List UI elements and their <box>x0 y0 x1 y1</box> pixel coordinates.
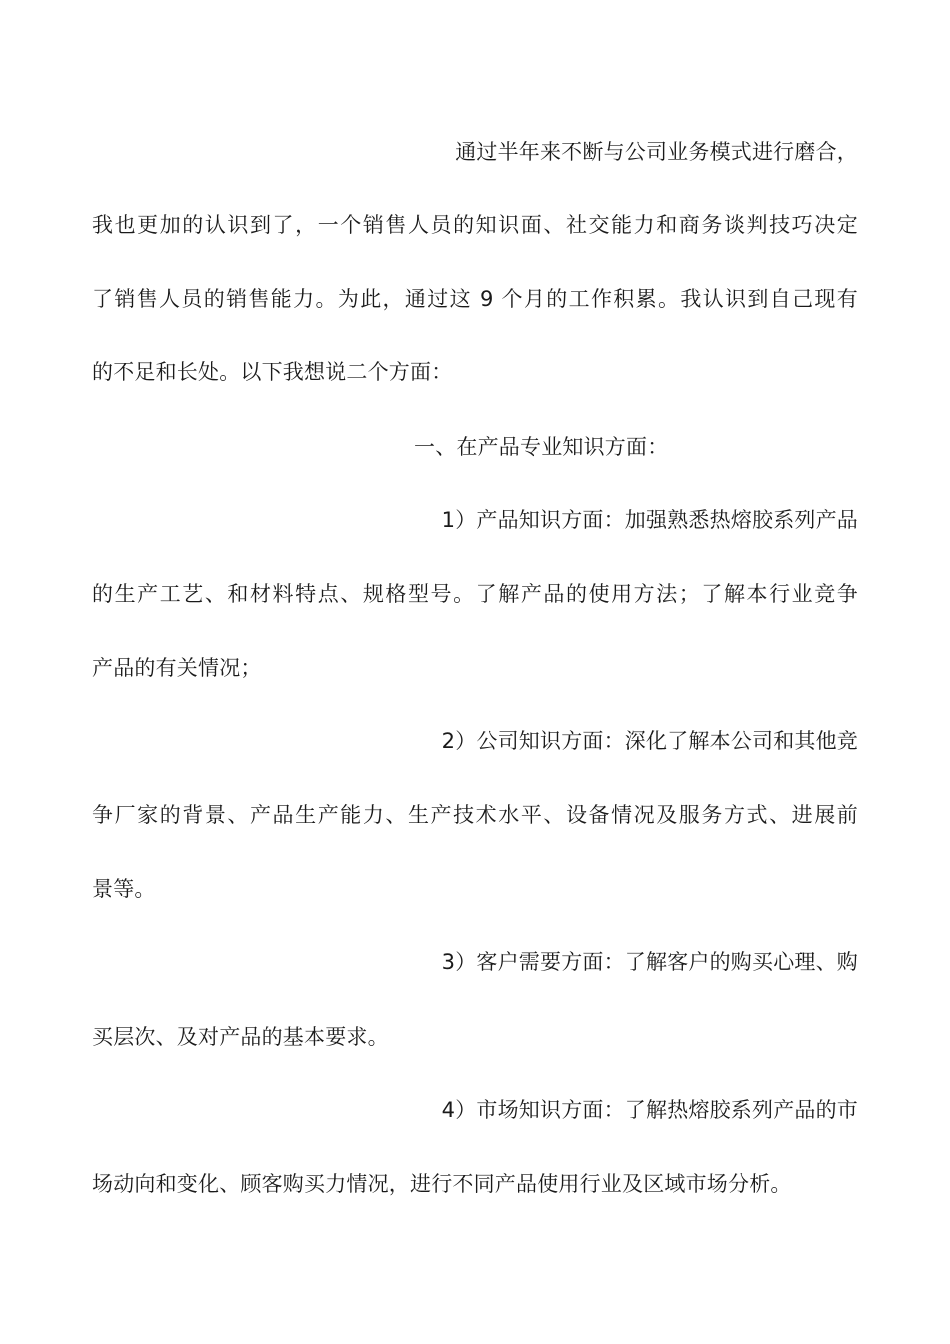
paragraph-line: 产品的有关情况； <box>92 656 262 680</box>
paragraph-line: 通过半年来不断与公司业务模式进行磨合， <box>455 140 858 164</box>
paragraph-line: 我也更加的认识到了，一个销售人员的知识面、社交能力和商务谈判技巧决定 <box>92 213 858 237</box>
paragraph-line: 了销售人员的销售能力。为此，通过这 9 个月的工作积累。我认识到自己现有 <box>92 287 858 311</box>
list-item-4: 4）市场知识方面：了解热熔胶系列产品的市 <box>441 1098 858 1122</box>
paragraph-line: 争厂家的背景、产品生产能力、生产技术水平、设备情况及服务方式、进展前 <box>92 803 858 827</box>
list-item-3: 3）客户需要方面：了解客户的购买心理、购 <box>441 950 858 974</box>
list-item-1: 1）产品知识方面：加强熟悉热熔胶系列产品 <box>441 508 858 532</box>
section-heading: 一、在产品专业知识方面： <box>414 435 669 459</box>
paragraph-line: 买层次、及对产品的基本要求。 <box>92 1025 389 1049</box>
paragraph-line: 的生产工艺、和材料特点、规格型号。了解产品的使用方法；了解本行业竞争 <box>92 582 858 606</box>
paragraph-line: 景等。 <box>92 877 156 901</box>
paragraph-line: 场动向和变化、顾客购买力情况，进行不同产品使用行业及区域市场分析。 <box>92 1172 792 1196</box>
paragraph-line: 的不足和长处。以下我想说二个方面： <box>92 360 453 384</box>
list-item-2: 2）公司知识方面：深化了解本公司和其他竞 <box>441 729 858 753</box>
